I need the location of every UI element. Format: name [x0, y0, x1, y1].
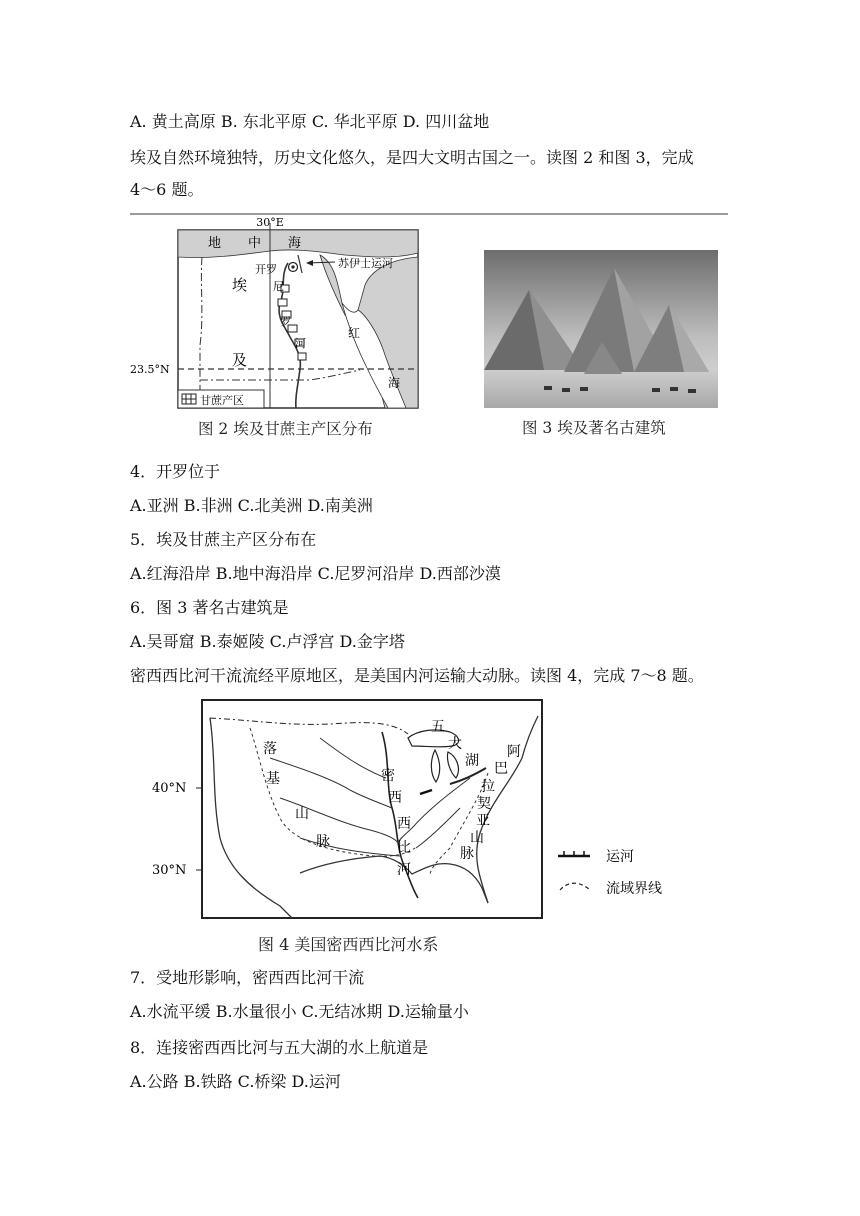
- app-char-7: 脉: [460, 846, 474, 862]
- egypt-char-1: 埃: [232, 276, 248, 294]
- question-7-options: A.水流平缓 B.水量很小 C.无结冰期 D.运输量小: [130, 1002, 469, 1021]
- app-char-1: 阿: [507, 744, 521, 760]
- rocky-char-1: 落: [263, 741, 277, 757]
- legend-boundary: 流域界线: [606, 881, 662, 897]
- question-8-options: A.公路 B.铁路 C.桥梁 D.运河: [130, 1072, 341, 1091]
- egypt-intro-line-2: 4～6 题。: [130, 180, 204, 199]
- miss-char-3: 西: [397, 816, 411, 832]
- rocky-char-2: 基: [266, 771, 280, 787]
- cairo-label: 开罗: [255, 263, 277, 276]
- sea-char-3: 海: [288, 236, 302, 251]
- sea-char-2: 中: [248, 236, 262, 251]
- question-4-options: A.亚洲 B.非洲 C.北美洲 D.南美洲: [130, 496, 373, 515]
- figure-3-pyramids-photo: [484, 250, 718, 408]
- figure-4-mississippi-map: [150, 698, 680, 920]
- app-char-2: 巴: [494, 761, 508, 777]
- miss-char-1: 密: [381, 768, 395, 784]
- figure-4-caption: 图 4 美国密西西比河水系: [258, 935, 439, 954]
- figure-2-caption: 图 2 埃及甘蔗主产区分布: [198, 420, 373, 438]
- question-3-options: A. 黄土高原 B. 东北平原 C. 华北平原 D. 四川盆地: [130, 112, 490, 131]
- question-7: 7．受地形影响，密西西比河干流: [130, 968, 365, 987]
- lakes-char-1: 五: [431, 719, 445, 735]
- us-intro: 密西西比河干流流经平原地区，是美国内河运输大动脉。读图 4，完成 7～8 题。: [130, 666, 704, 685]
- lat40-label: 40°N: [152, 781, 187, 796]
- question-4: 4．开罗位于: [130, 462, 221, 481]
- question-6-options: A.吴哥窟 B.泰姬陵 C.卢浮宫 D.金字塔: [130, 632, 405, 651]
- question-6: 6．图 3 著名古建筑是: [130, 598, 289, 617]
- app-char-3: 拉: [481, 779, 495, 795]
- lon-label: 30°E: [256, 216, 284, 229]
- rocky-char-4: 脉: [316, 834, 330, 850]
- question-5-options: A.红海沿岸 B.地中海沿岸 C.尼罗河沿岸 D.西部沙漠: [130, 564, 501, 583]
- sea-char-1: 地: [208, 236, 222, 251]
- lat-label: 23.5°N: [130, 363, 170, 376]
- nile-char-1: 尼: [273, 280, 284, 293]
- question-5: 5．埃及甘蔗主产区分布在: [130, 530, 317, 549]
- lakes-char-3: 湖: [465, 753, 479, 769]
- red-sea-char-1: 红: [348, 326, 361, 340]
- app-char-5: 亚: [476, 813, 490, 829]
- nile-char-2: 罗: [280, 315, 291, 328]
- lakes-char-2: 大: [448, 736, 462, 752]
- miss-char-5: 河: [397, 862, 411, 878]
- miss-char-2: 西: [388, 790, 402, 806]
- egypt-intro-line-1: 埃及自然环境独特，历史文化悠久，是四大文明古国之一。读图 2 和图 3，完成: [130, 148, 694, 167]
- nile-char-3: 河: [295, 337, 306, 350]
- lat30-label: 30°N: [152, 863, 187, 878]
- figure-3-caption: 图 3 埃及著名古建筑: [522, 419, 666, 437]
- legend-sugarcane: 甘蔗产区: [200, 394, 244, 407]
- question-8: 8．连接密西西比河与五大湖的水上航道是: [130, 1038, 429, 1057]
- red-sea-char-2: 海: [388, 376, 401, 390]
- figure-2-egypt-map: [130, 215, 430, 415]
- egypt-char-2: 及: [232, 351, 248, 369]
- legend-canal: 运河: [606, 849, 634, 865]
- app-char-4: 契: [477, 796, 491, 812]
- rocky-char-3: 山: [295, 806, 309, 822]
- miss-char-4: 比: [397, 840, 411, 856]
- suez-label: 苏伊士运河: [338, 257, 393, 270]
- app-char-6: 山: [470, 830, 484, 846]
